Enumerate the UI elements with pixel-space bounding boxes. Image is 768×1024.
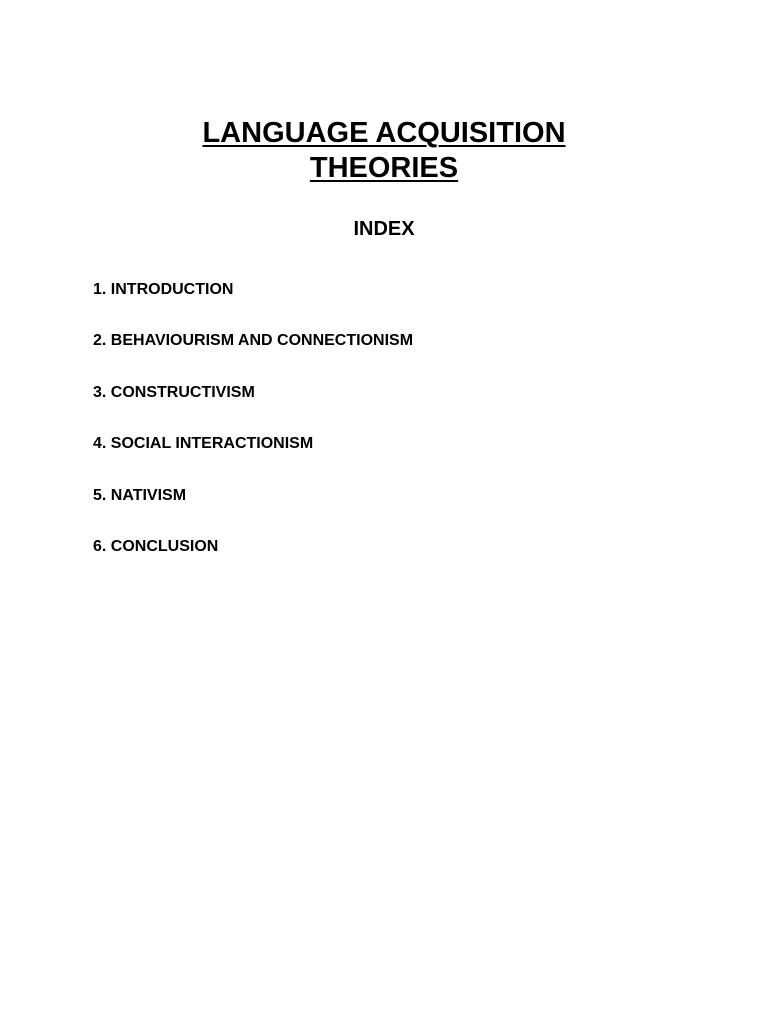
toc-item-nativism: 5. NATIVISM xyxy=(93,486,187,504)
index-heading: INDEX xyxy=(353,218,415,240)
toc-item-behaviourism: 2. BEHAVIOURISM AND CONNECTIONISM xyxy=(93,332,414,350)
toc-item-introduction: 1. INTRODUCTION xyxy=(93,281,234,298)
toc-item-conclusion: 6. CONCLUSION xyxy=(93,537,219,555)
toc-item-constructivism: 3. CONSTRUCTIVISM xyxy=(93,383,255,401)
title-line-2: THEORIES xyxy=(309,152,459,184)
title-line-1: LANGUAGE ACQUISITION xyxy=(202,117,566,149)
table-of-contents xyxy=(93,280,413,588)
toc-item-social-interactionism: 4. SOCIAL INTERACTIONISM xyxy=(93,435,314,453)
document-title xyxy=(0,116,768,186)
